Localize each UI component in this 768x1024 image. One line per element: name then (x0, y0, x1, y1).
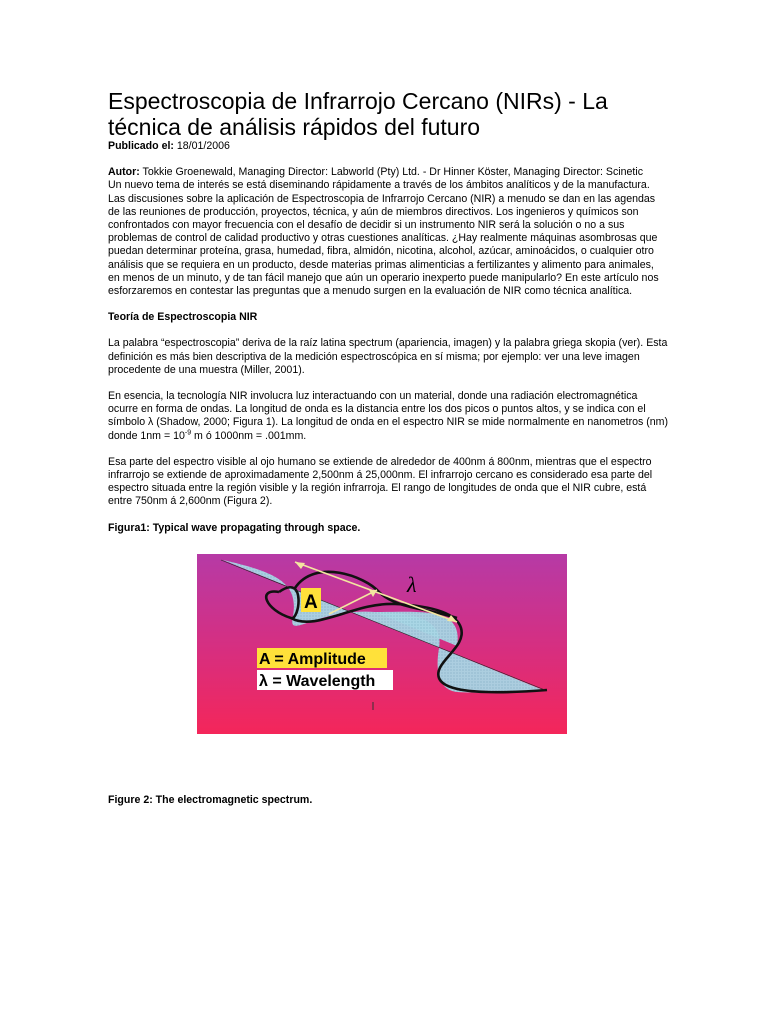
article-title: Espectroscopia de Infrarrojo Cercano (NIRs) - La técnica de análisis rápidos del futuro (108, 88, 608, 140)
figure-background (197, 554, 567, 734)
figure2-caption: Figure 2: The electromagnetic spectrum. (108, 793, 313, 806)
article (108, 88, 668, 807)
figure1-wave-diagram (195, 552, 573, 738)
paragraph-2-text-a: En esencia, la tecnología NIR involucra luz interactuando con un material, donde una radiación electromagnética ocurre en forma de ondas. La longitud de onda es la distancia entre los dos picos o puntos altos, y se indica con el símbolo λ (Shadow, 2000; Figura 1). La longitud de onda en el espectro NIR se mide normalmente en nanometros (nm) donde 1nm = 10 (108, 390, 669, 442)
label-a: A (304, 591, 318, 613)
legend-amplitude: A = Amplitude (259, 650, 366, 668)
author-text: Tokkie Groenewald, Managing Director: Labworld (Pty) Ltd. - Dr Hinner Köster, Managing Director: Scinetic (142, 166, 644, 179)
author-line (108, 166, 668, 179)
published-date: 18/01/2006 (176, 140, 230, 152)
paragraph-3: Esa parte del espectro visible al ojo humano se extiende de alrededor de 400nm á 800nm, mientras que el espectro infrarrojo se extiende de aproximadamente 2,500nm á 25,000nm. El infrarrojo cercano es considerado esa parte del espectro situada entre la región visible y la región infrarroja. El rango de longitudes de onda que el NIR cubre, está entre 750nm á 2,600nm (Figura 2). (108, 455, 653, 508)
figure1-caption: Figura1: Typical wave propagating through space. (108, 521, 361, 534)
published-label: Publicado el: (108, 140, 174, 152)
author-label: Autor: (108, 166, 140, 179)
paragraph-1: La palabra “espectroscopia” deriva de la raíz latina spectrum (apariencia, imagen) y la palabra griega skopia (ver). Esta definición es más bien descriptiva de la medición espectroscópica en sí misma; por ejemplo: ver una leve imagen procedente de una muestra (Miller, 2001). (108, 337, 668, 376)
exponent: -9 (184, 429, 192, 437)
paragraph-2-text-b: m ó 1000nm = .001mm. (191, 429, 307, 442)
label-lambda: λ (407, 571, 417, 597)
wave-illustration (195, 552, 573, 738)
intro-paragraph: Un nuevo tema de interés se está diseminando rápidamente a través de los ámbitos analíticos y de la manufactura. Las discusiones sobre la aplicación de Espectroscopia de Infrarrojo Cercano (NIR) a menudo se dan en las agendas de las reuniones de producción, proyectos, técnica, y aún de miembros directivos. Los ingenieros y químicos son confrontados con mayor frecuencia con el desafío de decidir si un instrumento NIR será la solución o no a sus problemas de control de calidad productivo y otras cuestiones analíticas. ¿Hay realmente máquinas asombrosas que puedan determinar proteína, grasa, humedad, fibra, almidón, nicotina, alcohol, azúcar, aminoácidos, o cualquier otro análisis que se requiera en un producto, desde materias primas alimenticias a fertilizantes y alimento para animales, en menos de un minuto, y de tan fácil manejo que aún un operario inexperto puede manipularlo? En este artículo nos esforzaremos en contestar las preguntas que a menudo surgen en la evaluación de NIR como técnica analítica. (108, 179, 659, 298)
published-line (108, 140, 668, 153)
legend-wavelength: λ = Wavelength (259, 672, 376, 690)
section-heading: Teoría de Espectroscopia NIR (108, 311, 258, 324)
paragraph-2 (108, 390, 668, 443)
